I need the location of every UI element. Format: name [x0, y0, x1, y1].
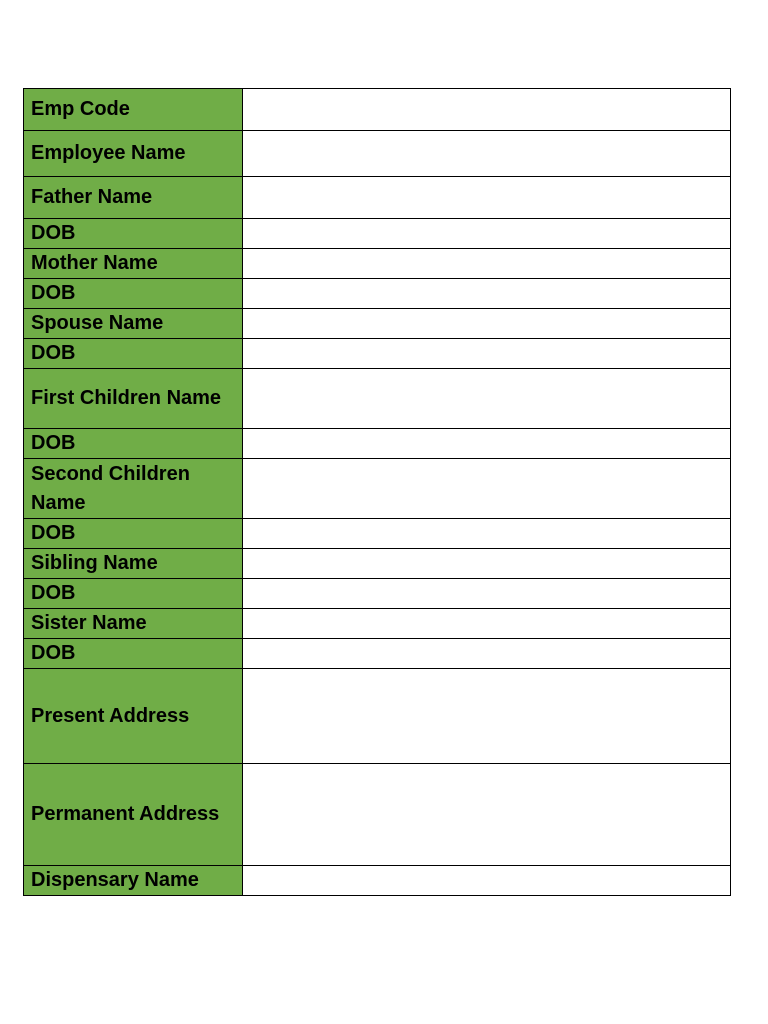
field-label-spouse-dob: DOB: [24, 339, 243, 369]
field-label-sibling-dob: DOB: [24, 579, 243, 609]
field-label-dispensary-name: Dispensary Name: [24, 866, 243, 896]
field-value-employee-name[interactable]: [243, 131, 731, 177]
field-value-present-address[interactable]: [243, 669, 731, 764]
field-label-father-dob: DOB: [24, 219, 243, 249]
field-value-first-children-dob[interactable]: [243, 429, 731, 459]
form-row-present-address: [24, 669, 731, 764]
field-value-sister-dob[interactable]: [243, 639, 731, 669]
field-value-spouse-name[interactable]: [243, 309, 731, 339]
field-label-second-children-name: Second Children Name: [24, 459, 243, 519]
form-row-second-children-name: [24, 459, 731, 519]
field-value-permanent-address[interactable]: [243, 764, 731, 866]
field-label-sister-name: Sister Name: [24, 609, 243, 639]
field-label-sibling-name: Sibling Name: [24, 549, 243, 579]
field-value-dispensary-name[interactable]: [243, 866, 731, 896]
field-value-second-children-name[interactable]: [243, 459, 731, 519]
field-value-sibling-name[interactable]: [243, 549, 731, 579]
field-value-first-children-name[interactable]: [243, 369, 731, 429]
form-row-sister-dob: [24, 639, 731, 669]
form-row-first-children-dob: [24, 429, 731, 459]
form-row-sister-name: [24, 609, 731, 639]
field-label-spouse-name: Spouse Name: [24, 309, 243, 339]
field-value-second-children-dob[interactable]: [243, 519, 731, 549]
form-row-employee-name: [24, 131, 731, 177]
form-row-spouse-dob: [24, 339, 731, 369]
field-label-first-children-dob: DOB: [24, 429, 243, 459]
field-label-mother-dob: DOB: [24, 279, 243, 309]
field-label-emp-code: Emp Code: [24, 89, 243, 131]
field-value-father-dob[interactable]: [243, 219, 731, 249]
form-row-mother-name: [24, 249, 731, 279]
field-value-mother-dob[interactable]: [243, 279, 731, 309]
field-value-mother-name[interactable]: [243, 249, 731, 279]
field-value-emp-code[interactable]: [243, 89, 731, 131]
field-label-mother-name: Mother Name: [24, 249, 243, 279]
field-value-spouse-dob[interactable]: [243, 339, 731, 369]
form-row-spouse-name: [24, 309, 731, 339]
field-label-sister-dob: DOB: [24, 639, 243, 669]
field-label-employee-name: Employee Name: [24, 131, 243, 177]
field-label-present-address: Present Address: [24, 669, 243, 764]
form-row-father-dob: [24, 219, 731, 249]
field-value-sibling-dob[interactable]: [243, 579, 731, 609]
field-value-sister-name[interactable]: [243, 609, 731, 639]
field-label-permanent-address: Permanent Address: [24, 764, 243, 866]
field-label-father-name: Father Name: [24, 177, 243, 219]
form-row-sibling-name: [24, 549, 731, 579]
form-row-mother-dob: [24, 279, 731, 309]
form-row-father-name: [24, 177, 731, 219]
field-value-father-name[interactable]: [243, 177, 731, 219]
form-row-dispensary-name: [24, 866, 731, 896]
employee-family-form: [23, 88, 731, 896]
form-row-sibling-dob: [24, 579, 731, 609]
form-row-second-children-dob: [24, 519, 731, 549]
field-label-second-children-dob: DOB: [24, 519, 243, 549]
form-row-emp-code: [24, 89, 731, 131]
field-label-first-children-name: First Children Name: [24, 369, 243, 429]
form-row-first-children-name: [24, 369, 731, 429]
form-row-permanent-address: [24, 764, 731, 866]
